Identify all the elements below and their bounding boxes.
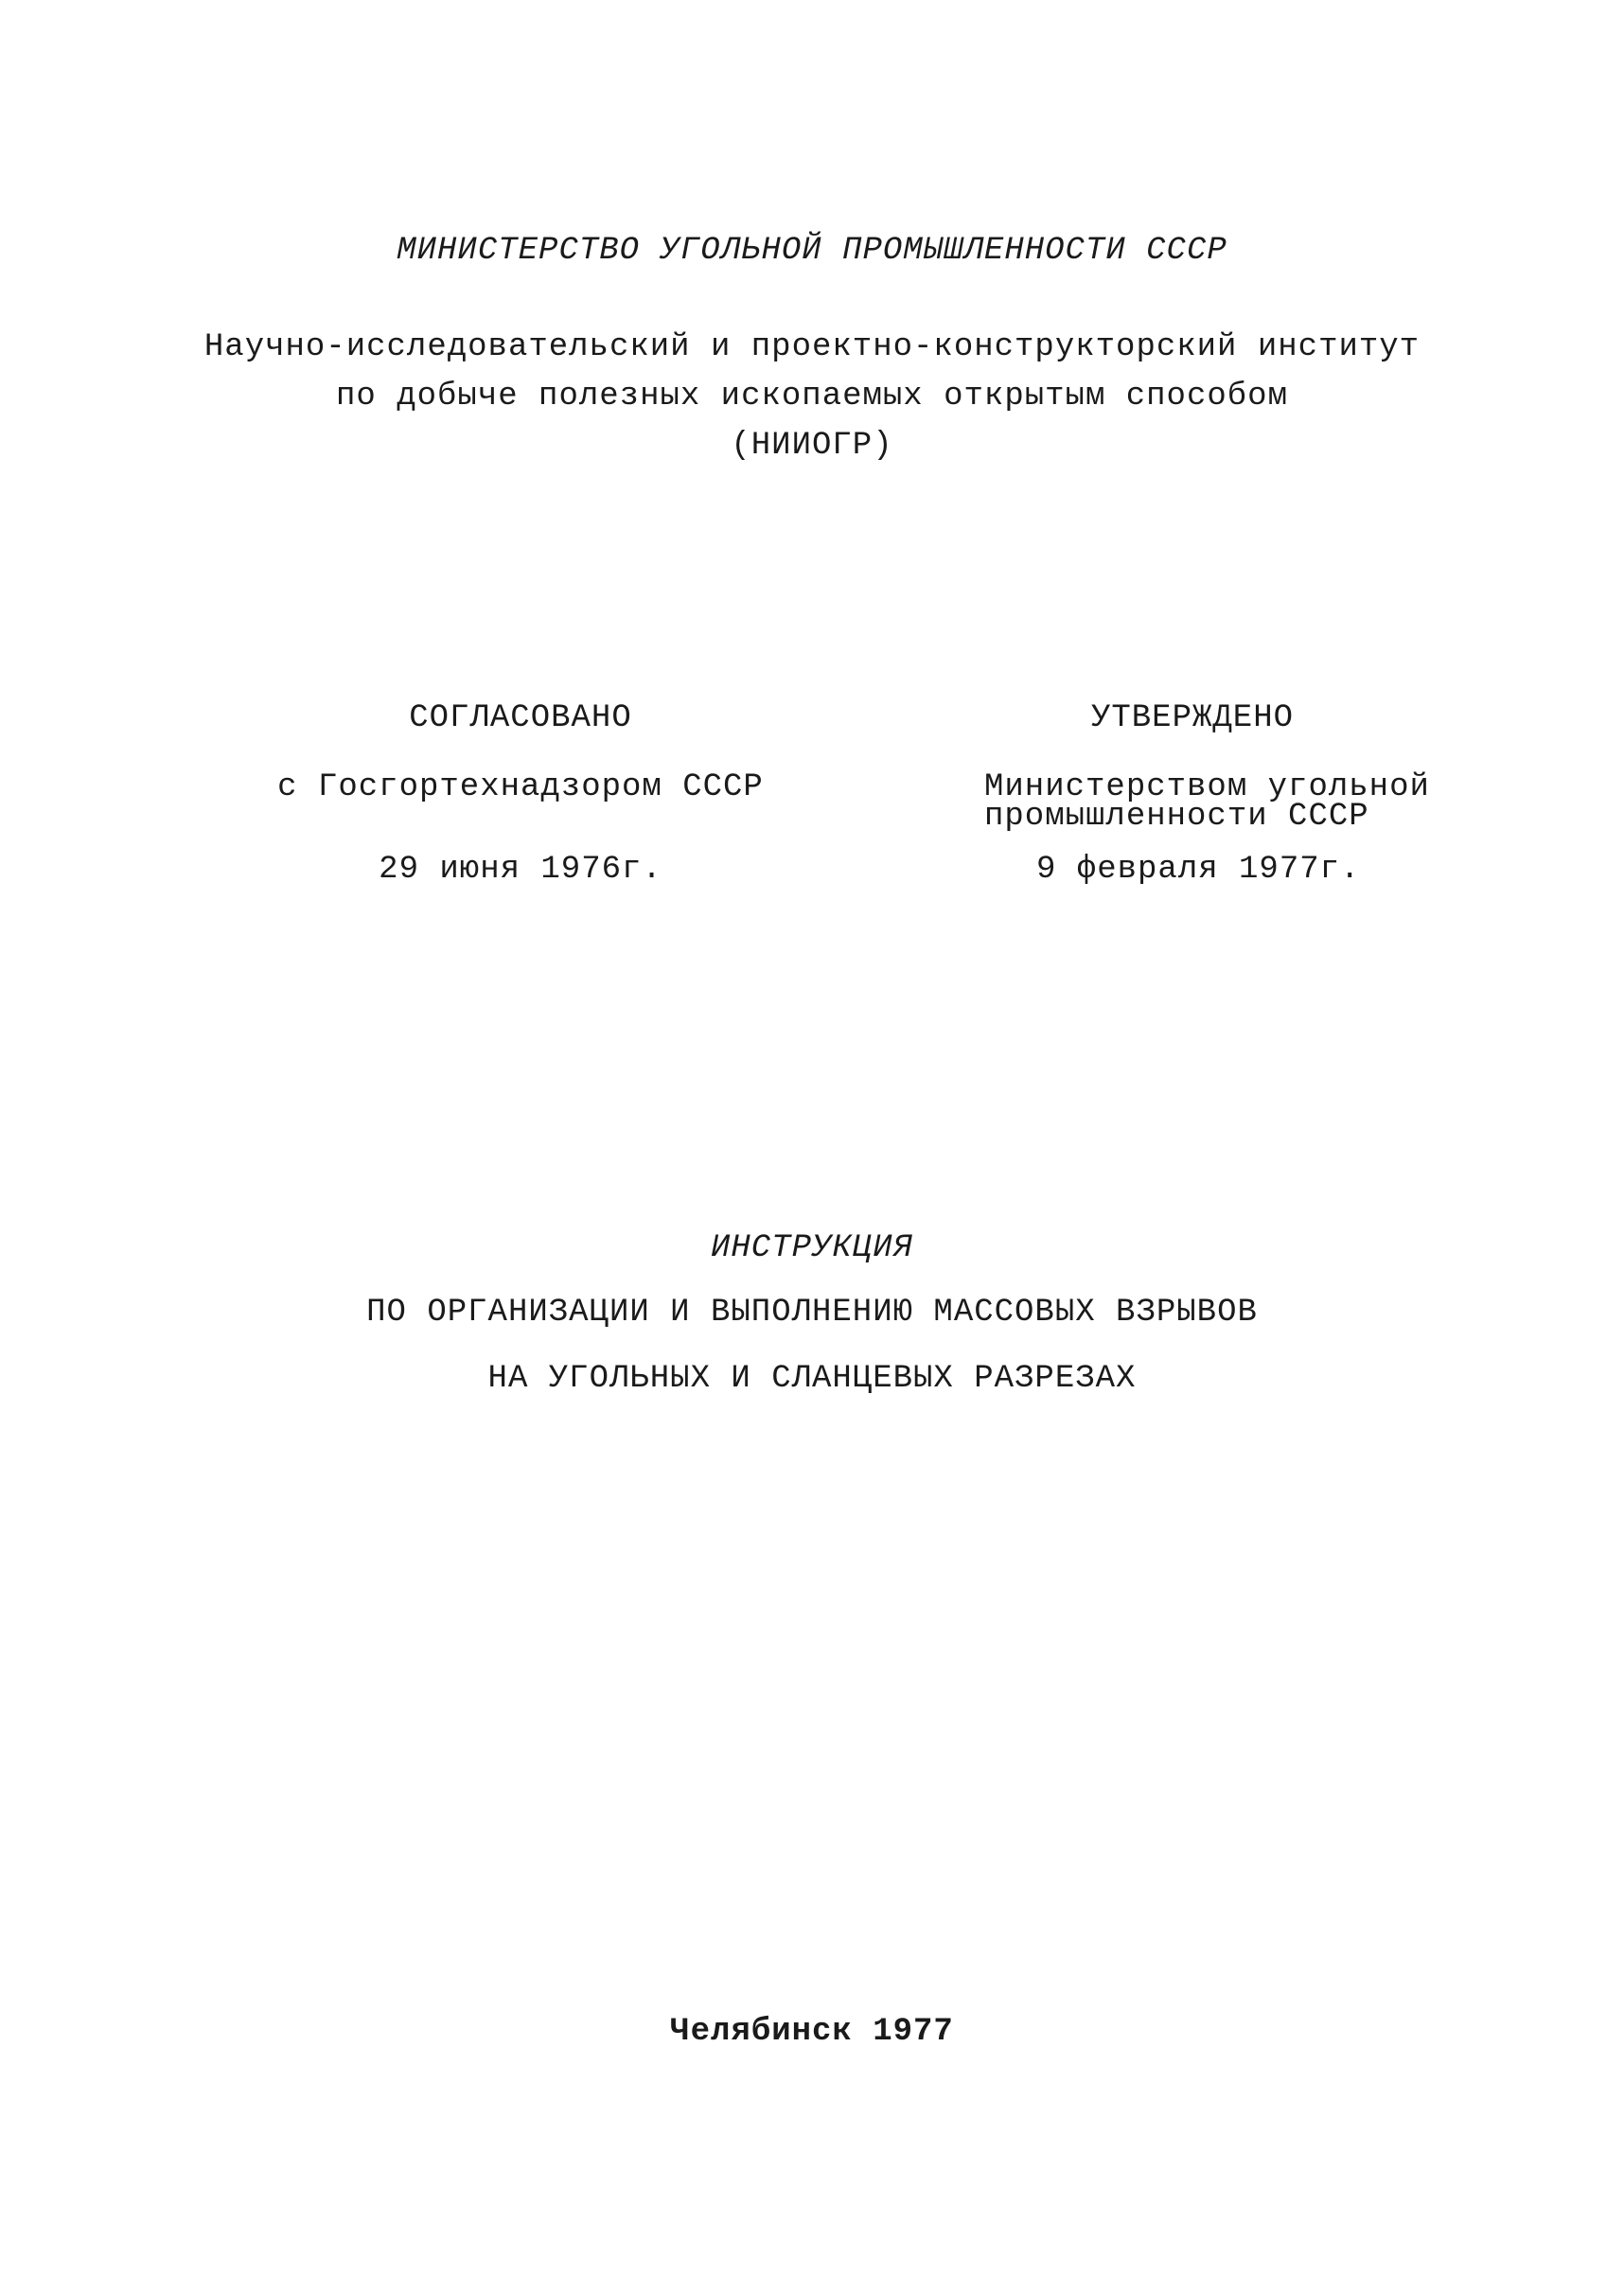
institute-abbreviation: (НИИОГР) (731, 428, 893, 464)
agreed-date: 29 июня 1976г. (379, 852, 662, 888)
document-subtitle-line-2: НА УГОЛЬНЫХ И СЛАНЦЕВЫХ РАЗРЕЗАХ (487, 1361, 1137, 1397)
document-subtitle-line-1: ПО ОРГАНИЗАЦИИ И ВЫПОЛНЕНИЮ МАССОВЫХ ВЗРЫВОВ (366, 1295, 1258, 1331)
approved-date: 9 февраля 1977г. (1036, 852, 1361, 888)
agreed-heading: СОГЛАСОВАНО (409, 700, 632, 736)
approved-authority-line-1: Министерством угольной (984, 769, 1430, 805)
approved-authority-line-2: промышленности СССР (984, 799, 1369, 835)
place-and-year: Челябинск 1977 (670, 2014, 954, 2050)
approved-heading: УТВЕРЖДЕНО (1090, 700, 1295, 736)
institute-name-line-1: Научно-исследовательский и проектно-конструкторский институт (203, 329, 1421, 365)
institute-name-line-2: по добыче полезных ископаемых открытым способом (336, 379, 1288, 415)
agreed-authority: с Госгортехнадзором СССР (277, 769, 764, 805)
ministry-heading: МИНИСТЕРСТВО УГОЛЬНОЙ ПРОМЫШЛЕННОСТИ СССР (397, 233, 1227, 269)
document-title: ИНСТРУКЦИЯ (710, 1230, 914, 1266)
